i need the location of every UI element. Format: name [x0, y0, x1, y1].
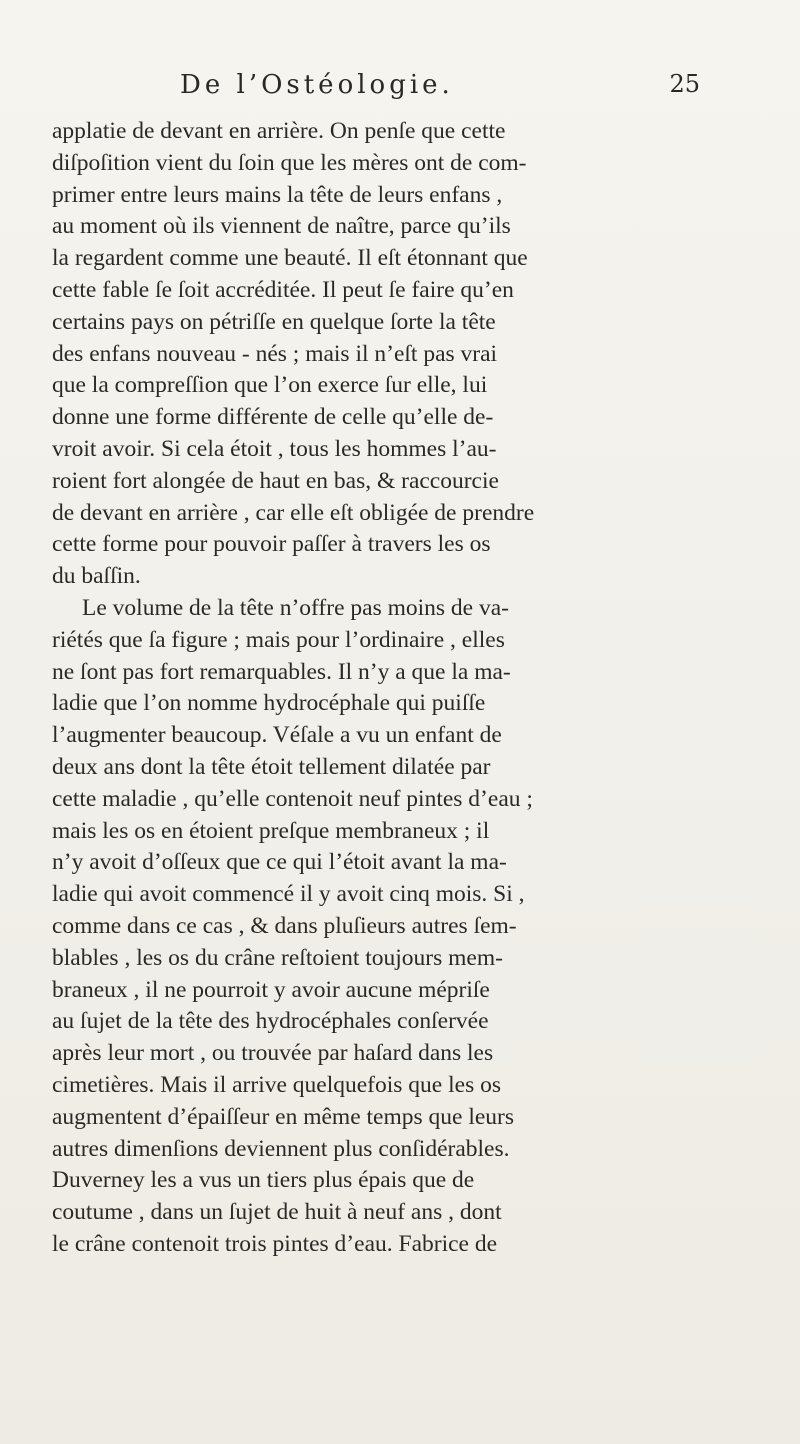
text-line: n’y avoit d’oſſeux que ce qui l’étoit avant la ma-: [52, 849, 507, 876]
text-line: après leur mort , ou trouvée par haſard dans les: [52, 1040, 494, 1067]
text-line: au ſujet de la tête des hydrocéphales conſervée: [52, 1008, 489, 1035]
running-title: De l’Ostéologie.: [180, 70, 454, 100]
text-line: des enfans nouveau - nés ; mais il n’eſt pas vrai: [52, 340, 498, 367]
text-line: cette fable ſe ſoit accréditée. Il peut ſe faire qu’en: [52, 276, 514, 303]
text-line: le crâne contenoit trois pintes d’eau. Fabrice de: [52, 1230, 498, 1257]
text-line: de devant en arrière , car elle eſt obligée de prendre: [52, 499, 535, 526]
text-line: vroit avoir. Si cela étoit , tous les hommes l’au-: [52, 435, 497, 462]
text-line: cette forme pour pouvoir paſſer à travers les os: [52, 531, 491, 558]
text-line: riétés que ſa figure ; mais pour l’ordinaire , elles: [52, 626, 505, 653]
text-line: blables , les os du crâne reſtoient toujours mem-: [52, 944, 503, 971]
paragraph-start-line: Le volume de la tête n’offre pas moins de va-: [82, 594, 509, 621]
text-line: deux ans dont la tête étoit tellement dilatée par: [52, 753, 491, 780]
text-line: comme dans ce cas , & dans pluſieurs autres ſem-: [52, 912, 517, 939]
page-header: [60, 70, 700, 110]
text-line: donne une forme différente de celle qu’elle de-: [52, 404, 494, 431]
text-line: ladie que l’on nomme hydrocéphale qui puiſſe: [52, 690, 486, 717]
text-line: la regardent comme une beauté. Il eſt étonnant que: [52, 245, 528, 272]
text-line: autres dimenſions deviennent plus conſidérables.: [52, 1135, 510, 1162]
text-line: augmentent d’épaiſſeur en même temps que leurs: [52, 1103, 515, 1130]
body-text: [52, 116, 732, 1261]
text-line: diſpoſition vient du ſoin que les mères ont de com-: [52, 149, 527, 176]
text-line: braneux , il ne pourroit y avoir aucune mépriſe: [52, 976, 490, 1003]
text-line: ne ſont pas fort remarquables. Il n’y a que la ma-: [52, 658, 511, 685]
text-line: applatie de devant en arrière. On penſe que cette: [52, 118, 506, 144]
text-line: certains pays on pétriſſe en quelque ſorte la tête: [52, 308, 496, 335]
text-line: coutume , dans un ſujet de huit à neuf ans , dont: [52, 1199, 502, 1226]
text-line: roient fort alongée de haut en bas, & raccourcie: [52, 467, 499, 494]
text-line: du baſſin.: [52, 563, 141, 590]
text-line: mais les os en étoient preſque membraneux ; il: [52, 817, 490, 844]
text-line: primer entre leurs mains la tête de leurs enfans ,: [52, 181, 503, 208]
text-line: Duverney les a vus un tiers plus épais que de: [52, 1167, 475, 1194]
text-line: l’augmenter beaucoup. Véſale a vu un enfant de: [52, 722, 502, 749]
text-line: que la compreſſion que l’on exerce ſur elle, lui: [52, 372, 488, 399]
text-line: cette maladie , qu’elle contenoit neuf pintes d’eau ;: [52, 785, 533, 812]
text-line: au moment où ils viennent de naître, parce qu’ils: [52, 213, 511, 240]
text-line: ladie qui avoit commencé il y avoit cinq mois. Si ,: [52, 881, 525, 908]
page-number: 25: [669, 70, 700, 98]
text-line: cimetières. Mais il arrive quelquefois que les os: [52, 1071, 501, 1098]
